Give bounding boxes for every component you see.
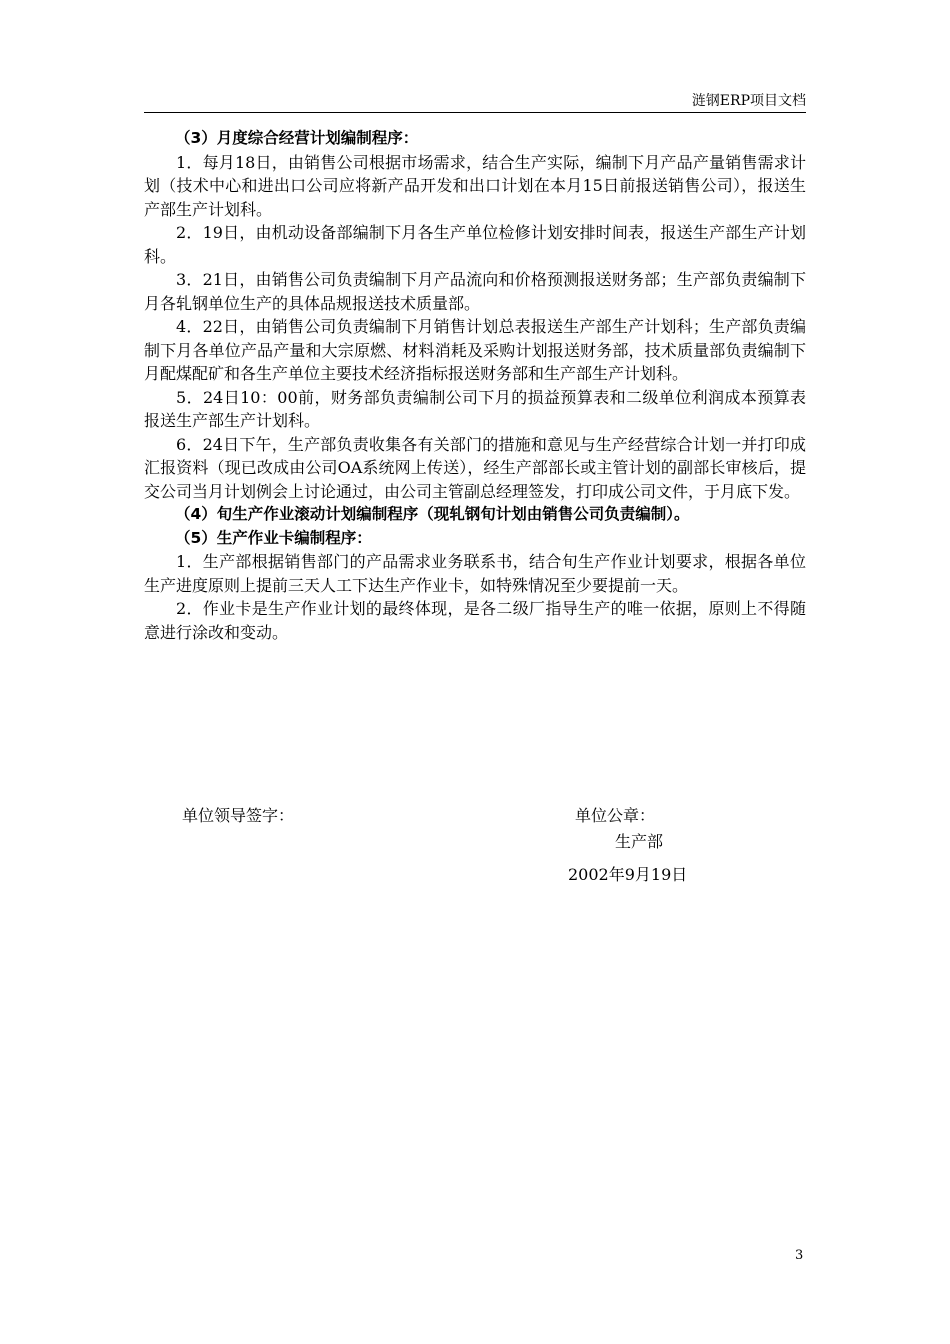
section-heading-5: （5）生产作业卡编制程序： — [175, 528, 372, 547]
section-heading-3: （3）月度综合经营计划编制程序： — [175, 129, 419, 147]
paragraph-card-1: 1．生产部根据销售部门的产品需求业务联系书，结合旬生产作业计划要求，根据各单位生产进度原则上提前三天人工下达生产作业卡，如特殊情况至少要提前一天。 — [144, 552, 806, 595]
document-body — [144, 127, 806, 644]
paragraph-item-3: 3．21日，由销售公司负责编制下月产品流向和价格预测报送财务部；生产部负责编制下月各轧钢单位生产的具体品规报送技术质量部。 — [144, 270, 806, 313]
unit-seal-label: 单位公章： — [575, 806, 656, 825]
page-header — [144, 90, 806, 113]
paragraph-item-2: 2．19日，由机动设备部编制下月各生产单位检修计划安排时间表，报送生产部生产计划科。 — [144, 223, 806, 266]
paragraph-card-2: 2．作业卡是生产作业计划的最终体现，是各二级厂指导生产的唯一依据，原则上不得随意进行涂改和变动。 — [144, 599, 806, 642]
paragraph-item-1: 1．每月18日，由销售公司根据市场需求，结合生产实际，编制下月产品产量销售需求计划（技术中心和进出口公司应将新产品开发和出口计划在本月15日前报送销售公司），报送生产部生产计划科。 — [144, 152, 806, 219]
paragraph-item-5: 5．24日10：00前，财务部负责编制公司下月的损益预算表和二级单位利润成本预算表报送生产部生产计划科。 — [144, 387, 806, 430]
page-number: 3 — [795, 1248, 804, 1263]
leader-signature-label: 单位领导签字： — [182, 806, 295, 825]
signature-date: 2002年9月19日 — [568, 865, 688, 884]
section-heading-4: （4）旬生产作业滚动计划编制程序（现轧钢旬计划由销售公司负责编制）。 — [175, 505, 690, 523]
department-name: 生产部 — [615, 832, 664, 851]
paragraph-item-4: 4．22日，由销售公司负责编制下月销售计划总表报送生产部生产计划科；生产部负责编制下月各单位产品产量和大宗原燃、材料消耗及采购计划报送财务部，技术质量部负责编制下月配煤配矿和各生产单位主要技术经济指标报送财务部和生产部生产计划科。 — [144, 317, 806, 383]
header-title: 涟钢ERP项目文档 — [691, 93, 806, 109]
paragraph-item-6: 6．24日下午，生产部负责收集各有关部门的措施和意见与生产经营综合计划一并打印成汇报资料（现已改成由公司OA系统网上传送），经生产部部长或主管计划的副部长审核后，提交公司当月计划例会上讨论通过，由公司主管副总经理签发，打印成公司文件，于月底下发。 — [144, 434, 806, 501]
